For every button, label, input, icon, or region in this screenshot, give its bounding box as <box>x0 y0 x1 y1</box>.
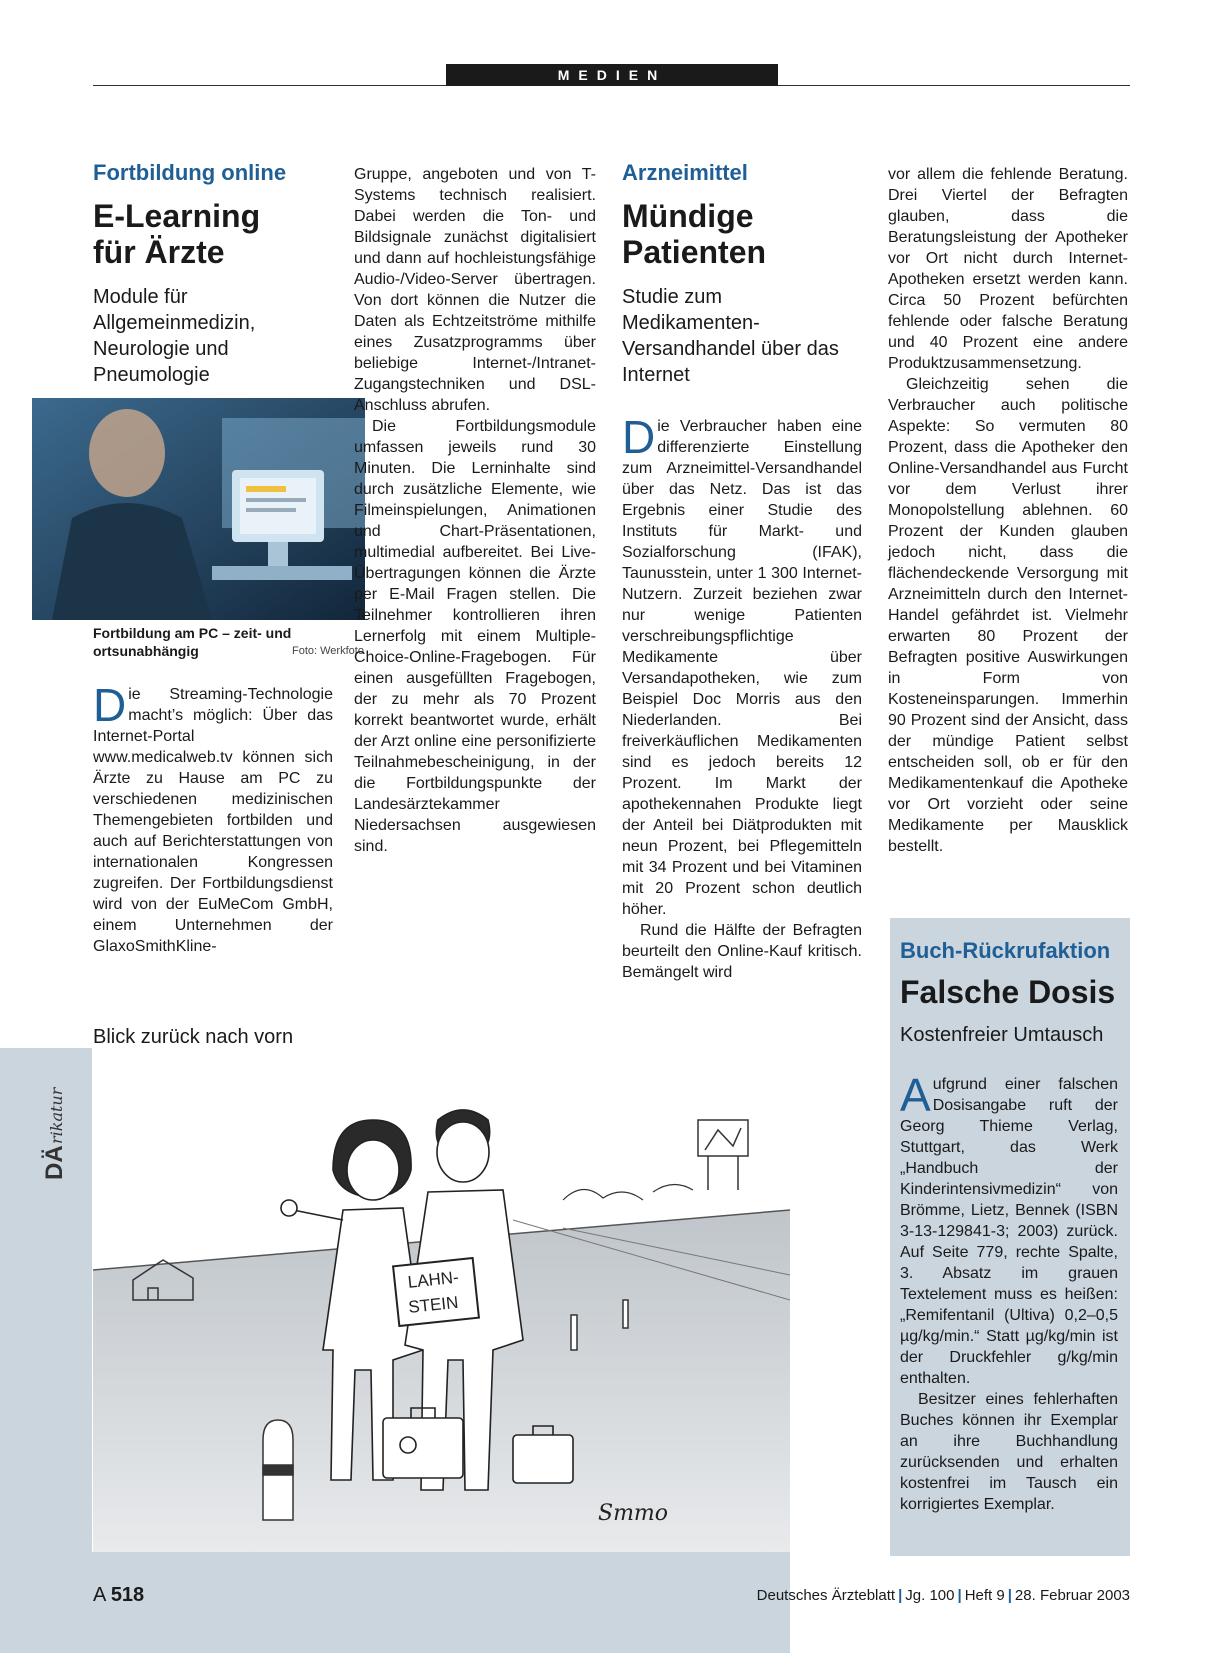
article3 <box>900 938 1118 1515</box>
suitcase-left-icon <box>383 1418 463 1478</box>
journal-footer <box>757 1587 1130 1604</box>
section-label: MEDIEN <box>446 64 778 86</box>
article2-headline-line1: Mündige <box>622 198 754 234</box>
article1-col2-para2: Die Fortbildungsmodule umfassen jeweils rund 30 Minuten. Die Lerninhalte sind durch zusätzliche Elemente, wie Filmeinspielungen, Animationen und Chart-Präsentationen, multimedial aufbereitet. Bei Live-Übertragungen können die Ärzte per E-Mail Fragen stellen. Die Teilnehmer kontrollieren ihren Lernerfolg mit einem Multiple-Choice-Online-Fragebogen. Für einen ausgefüllten Fragebogen, der zu mehr als 70 Prozent korrekt beantwortet wurde, erhält der Arzt online eine personifizierte Teilnahmebescheinigung, in der die Fortbildungspunkte der Landesärztekammer Niedersachsen ausgewiesen sind. <box>354 418 596 855</box>
article1-subhead: Module für Allgemeinmedizin, Neurologie und Pneumologie <box>93 286 256 386</box>
article3-kicker: Buch-Rückrufaktion <box>900 938 1111 963</box>
cartoon-title: Blick zurück nach vorn <box>93 1026 294 1048</box>
article2-header <box>622 160 862 388</box>
journal-volume: Jg. 100 <box>905 1587 955 1604</box>
page-prefix: A <box>93 1584 106 1606</box>
article1-column1 <box>93 679 333 957</box>
article2-column1 <box>622 411 862 983</box>
photo-illustration <box>32 398 365 620</box>
article3-para2: Besitzer eines fehlerhaften Buches können ihr Exemplar an ihre Buchhandlung zurücksenden und erhalten kostenfrei im Tausch ein korrigiertes Exemplar. <box>900 1391 1118 1513</box>
article2-col4-para1: vor allem die fehlende Beratung. Drei Viertel der Befragten glauben, dass die Beratungsleistung der Apotheker vor Ort nicht durch Internet-Apotheken ersetzt werden kann. Circa 50 Prozent befürchten fehlende oder falsche Beratung und 40 Prozent eine andere Produktzusammensetzung. <box>888 166 1128 372</box>
page-number-value: 518 <box>110 1584 145 1606</box>
journal-date: 28. Februar 2003 <box>1014 1587 1130 1604</box>
sign-text-line1: LAHN- <box>406 1267 460 1292</box>
vertical-label-main: DÄ <box>41 1145 68 1180</box>
article3-subhead: Kostenfreier Umtausch <box>900 1024 1104 1046</box>
article2-subhead: Studie zum Medikamenten-Versandhandel über das Internet <box>622 286 839 386</box>
lahnstein-sign <box>393 1258 479 1326</box>
article2-kicker: Arzneimittel <box>622 160 748 185</box>
article1-col1-text: ie Streaming-Technologie macht’s möglich: Über das Internet-Portal www.medicalweb.tv können sich Ärzte zu Hause am PC zu verschiedenen medizinischen Themengebieten fortbilden und auch auf Berichterstattungen von internationalen Kongressen zugreifen. Der Fortbildungsdienst wird von der EuMeCom GmbH, einem Unternehmen der GlaxoSmithKline- <box>93 686 333 955</box>
cartoon-drawing <box>93 1100 790 1552</box>
article1-column2 <box>354 164 596 857</box>
article1-photo <box>32 398 365 620</box>
article3-headline: Falsche Dosis <box>900 974 1116 1010</box>
caricature-label-icon <box>38 1070 68 1180</box>
article2-column2 <box>888 164 1128 857</box>
footer-separator: | <box>898 1587 903 1604</box>
article1-kicker: Fortbildung online <box>93 160 287 185</box>
suitcase-right-icon <box>513 1435 573 1483</box>
article2-col3-para2: Rund die Hälfte der Befragten beurteilt den Online-Kauf kritisch. Bemängelt wird <box>622 922 862 981</box>
journal-issue: Heft 9 <box>964 1587 1005 1604</box>
article2-col4-para2: Gleichzeitig sehen die Verbraucher auch politische Aspekte: So vermuten 80 Prozent, dass die Apotheker den Online-Versandhandel aus Furcht vor dem Verlust ihrer Monopolstellung ablehnen. 60 Prozent der Kunden glauben jedoch nicht, dass die flächendeckende Versorgung mit Arzneimitteln durch den Internet-Handel gefährdet ist. Vielmehr erwarten 80 Prozent der Befragten positive Auswirkungen in Form von Kosteneinsparungen. Immerhin 90 Prozent sind der Ansicht, dass der mündige Patient selbst entscheiden soll, ob er für den Medikamentenkauf die Apotheke vor Ort vorzieht oder seine Medikamente per Mausklick bestellt. <box>888 376 1128 855</box>
article1-col2-para1: Gruppe, angeboten und von T-Systems technisch realisiert. Dabei werden die Ton- und Bildsignale zunächst digitalisiert und dann auf hochleistungsfähige Audio-/Video-Server übertragen. Von dort können die Nutzer die Daten als Echtzeitströme mithilfe eines Zusatzprogramms über beliebige Internet-/Intranet-Zugangstechniken und DSL-Anschluss abrufen. <box>354 166 596 414</box>
article1-headline <box>93 198 333 270</box>
vertical-label-script: rikatur <box>47 1087 66 1144</box>
article1-headline-line2: für Ärzte <box>93 234 225 270</box>
sign-text-line2: STEIN <box>407 1292 460 1317</box>
cartoonist-signature: Smmo <box>598 1501 669 1526</box>
article1-header <box>93 160 333 388</box>
article2-headline-line2: Patienten <box>622 234 767 270</box>
article3-para1: ufgrund einer falschen Dosisangabe ruft der Georg Thieme Verlag, Stuttgart, das Werk „Handbuch der Kinderintensivmedizin“ von Brömme, Lietz, Bennek (ISBN 3-13-129841-3; 2003) zurück. Auf Seite 779, rechte Spalte, 3. Absatz im grauen Textelement muss es heißen: „Remifentanil (Ultiva) 0,2–0,5 µg/kg/min.“ Statt µg/kg/min ist der Druckfehler g/kg/min enthalten. <box>900 1076 1118 1387</box>
footer-separator: | <box>957 1587 962 1604</box>
cartoon-vertical-label <box>38 1070 68 1180</box>
article2-headline <box>622 198 862 270</box>
footer-separator: | <box>1007 1587 1012 1604</box>
page-number <box>93 1584 144 1607</box>
cartoon <box>93 1100 790 1552</box>
article1-dropcap: D <box>93 679 127 731</box>
photo-caption: Fortbildung am PC – zeit- und ortsunabhängig <box>93 625 292 659</box>
article2-dropcap: D <box>622 411 656 463</box>
article1-headline-line1: E-Learning <box>93 198 261 234</box>
article2-col3-para1: ie Verbraucher haben eine differenzierte Einstellung zum Arzneimittel-Versandhandel über das Netz. Das ist das Ergebnis einer Studie des Instituts für Markt- und Sozialforschung (IFAK), Taunusstein, unter 1 300 Internet-Nutzern. Zurzeit beziehen zwar nur wenige Patienten verschreibungspflichtige Medikamente über Versandapotheken, wie zum Beispiel Doc Morris aus den Niederlanden. Bei freiverkäuflichen Medikamenten sind es jedoch bereits 12 Prozent. Im Markt der apothekennahen Produkte liegt der Anteil bei Diätprodukten mit neun Prozent, bei Pflegemitteln mit 34 Prozent und bei Vitaminen mit 20 Prozent schon deutlich höher. <box>622 418 862 918</box>
photo-credit: Foto: Werkfoto <box>292 645 364 657</box>
article3-dropcap: A <box>900 1069 931 1121</box>
road-sign-icon <box>698 1120 748 1190</box>
journal-name: Deutsches Ärzteblatt <box>756 1587 896 1604</box>
